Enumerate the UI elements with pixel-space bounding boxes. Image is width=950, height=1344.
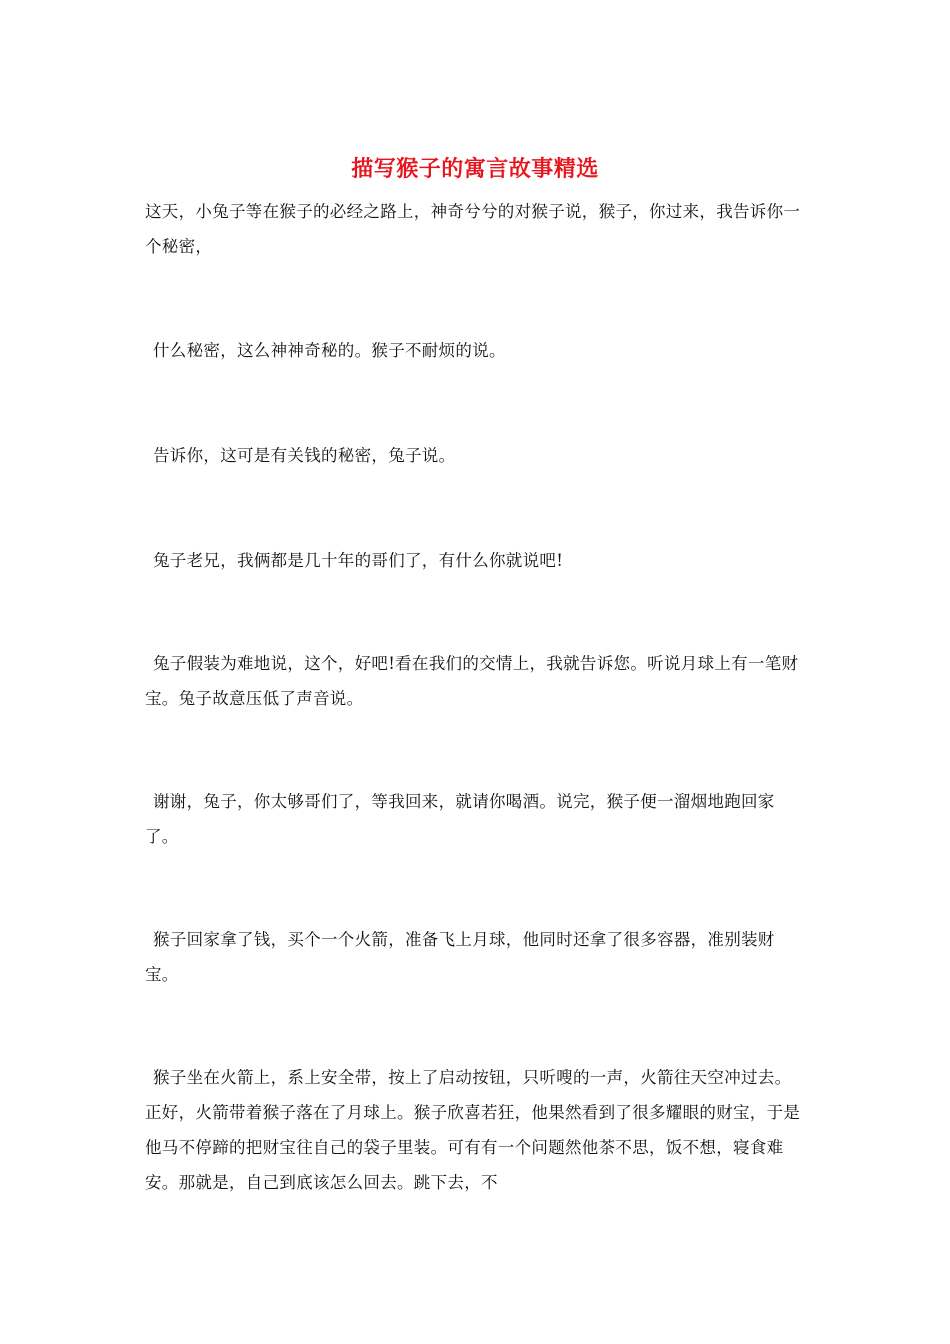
paragraph-8: 猴子坐在火箭上，系上安全带，按上了启动按钮，只听嗖的一声，火箭往天空冲过去。正好，火箭带着猴子落在了月球上。猴子欣喜若狂，他果然看到了很多耀眼的财宝，于是他马不停蹄的把财宝往自己的袋子里装。可有有一个问题然他茶不思，饭不想，寝食难安。那就是，自己到底该怎么回去。跳下去，不 bbox=[145, 1068, 801, 1192]
paragraph-2: 什么秘密，这么神神奇秘的。猴子不耐烦的说。 bbox=[153, 341, 506, 360]
paragraph-4: 兔子老兄，我俩都是几十年的哥们了，有什么你就说吧! bbox=[153, 551, 564, 570]
paragraph-1: 这天，小兔子等在猴子的必经之路上，神奇兮兮的对猴子说，猴子，你过来，我告诉你一个秘密， bbox=[145, 202, 801, 256]
paragraph-5: 兔子假装为难地说，这个，好吧!看在我们的交情上，我就告诉您。听说月球上有一笔财宝。兔子故意压低了声音说。 bbox=[145, 654, 799, 708]
paragraph-3: 告诉你，这可是有关钱的秘密，兔子说。 bbox=[153, 446, 456, 465]
paragraph-7: 猴子回家拿了钱，买个一个火箭，准备飞上月球，他同时还拿了很多容器，准别装财宝。 bbox=[145, 930, 775, 984]
document-title: 描写猴子的寓言故事精选 bbox=[351, 156, 599, 182]
paragraph-6: 谢谢，兔子，你太够哥们了，等我回来，就请你喝酒。说完，猴子便一溜烟地跑回家了。 bbox=[145, 792, 775, 846]
